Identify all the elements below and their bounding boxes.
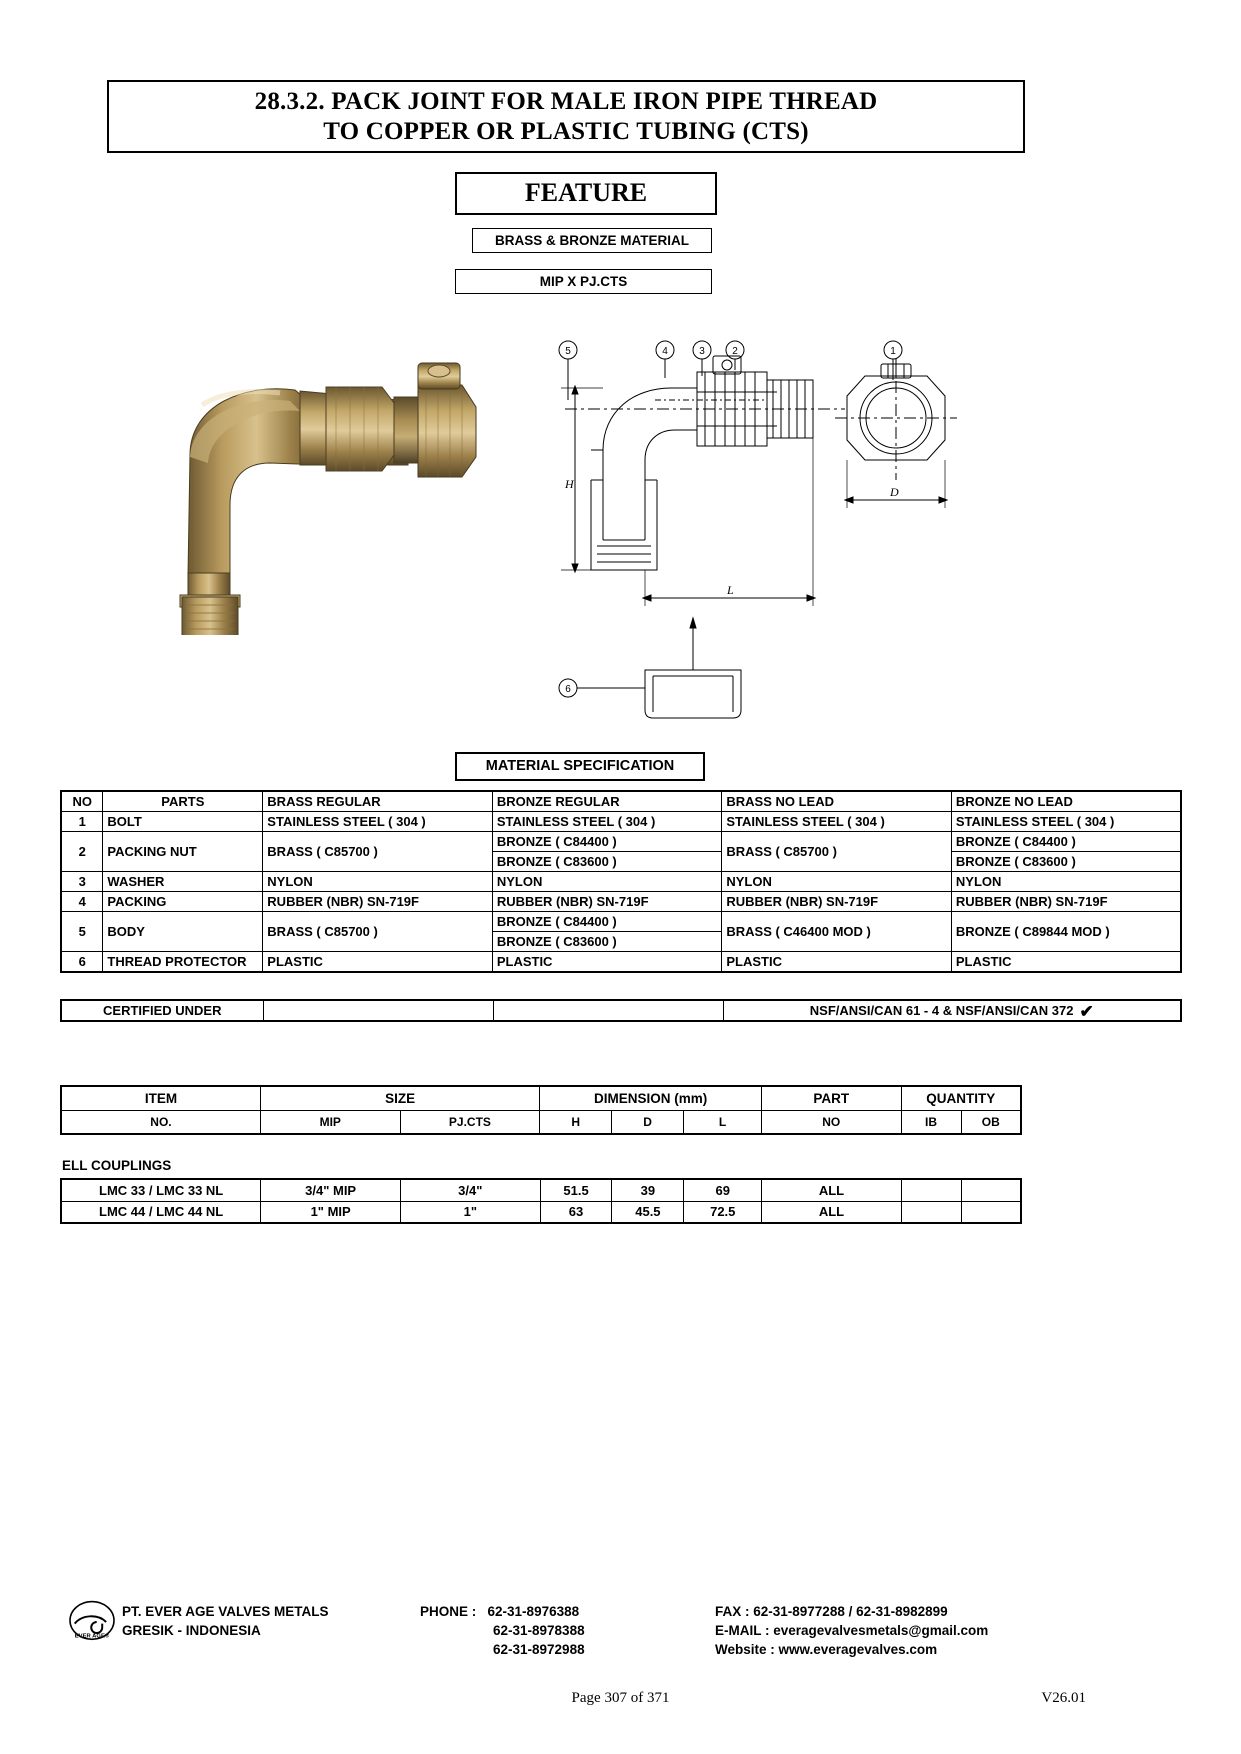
cell-cts: 1" (400, 1201, 540, 1223)
cell-item-no: LMC 44 / LMC 44 NL (61, 1201, 261, 1223)
cell-no: 2 (61, 832, 103, 872)
header-no: NO (61, 791, 103, 812)
cell-bronze-no-lead: BRONZE ( C84400 ) (951, 832, 1181, 852)
header-cts: PJ.CTS (400, 1110, 540, 1134)
header-d: D (612, 1110, 684, 1134)
header-mip: MIP (260, 1110, 400, 1134)
certified-blank-2 (493, 1000, 723, 1021)
cell-brass-no-lead: BRASS ( C46400 MOD ) (722, 912, 952, 952)
technical-drawing-svg (545, 330, 1015, 750)
material-spec-table (60, 790, 1182, 973)
cell-bronze-no-lead: RUBBER (NBR) SN-719F (951, 892, 1181, 912)
cell-bronze-regular: BRONZE ( C84400 ) (492, 912, 722, 932)
page-title (107, 80, 1025, 153)
cell-l: 72.5 (684, 1201, 762, 1223)
ell-couplings-table (60, 1178, 1022, 1224)
product-photo (150, 345, 480, 635)
cell-brass-regular: BRASS ( C85700 ) (263, 832, 493, 872)
header-brass-regular: BRASS REGULAR (263, 791, 493, 812)
svg-text:EVER AGE®: EVER AGE® (74, 1633, 110, 1640)
cell-bronze-no-lead: STAINLESS STEEL ( 304 ) (951, 812, 1181, 832)
table-row (61, 812, 1181, 832)
footer-phone-3: 62-31-8972988 (493, 1642, 585, 1657)
cell-part: BODY (103, 912, 263, 952)
footer-contact-block (715, 1602, 988, 1659)
cell-h: 51.5 (540, 1179, 612, 1201)
header-bronze-no-lead: BRONZE NO LEAD (951, 791, 1181, 812)
cell-no: 6 (61, 952, 103, 973)
cell-d: 45.5 (612, 1201, 684, 1223)
cell-ob (961, 1179, 1021, 1201)
feature-material: BRASS & BRONZE MATERIAL (472, 228, 712, 253)
size-header-table (60, 1085, 1022, 1135)
header-h: H (540, 1110, 612, 1134)
header-quantity: QUANTITY (901, 1086, 1021, 1110)
header-bronze-regular: BRONZE REGULAR (492, 791, 722, 812)
header-parts: PARTS (103, 791, 263, 812)
document-version: V26.01 (1041, 1690, 1086, 1706)
footer-company-name: PT. EVER AGE VALVES METALS (122, 1604, 329, 1619)
footer-company-location: GRESIK - INDONESIA (122, 1623, 261, 1638)
group-label-ell-couplings: ELL COUPLINGS (62, 1158, 172, 1173)
cell-mip: 1" MIP (261, 1201, 401, 1223)
cell-bronze-regular: NYLON (492, 872, 722, 892)
page-title-line1: 28.3.2. PACK JOINT FOR MALE IRON PIPE THREAD (254, 88, 878, 115)
cell-brass-no-lead: STAINLESS STEEL ( 304 ) (722, 812, 952, 832)
cell-bronze-no-lead: PLASTIC (951, 952, 1181, 973)
svg-text:4: 4 (662, 346, 668, 357)
table-row (61, 1201, 1021, 1223)
cell-no: 5 (61, 912, 103, 952)
cell-ib (901, 1201, 961, 1223)
cell-part: PACKING (103, 892, 263, 912)
cell-brass-no-lead: BRASS ( C85700 ) (722, 832, 952, 872)
cell-bronze-regular-alt: BRONZE ( C83600 ) (492, 852, 722, 872)
cell-cts: 3/4" (400, 1179, 540, 1201)
footer-phone-1: 62-31-8976388 (487, 1604, 580, 1619)
footer-website: Website : www.everagevalves.com (715, 1642, 938, 1657)
cell-no: 3 (61, 872, 103, 892)
cell-mip: 3/4" MIP (261, 1179, 401, 1201)
cell-l: 69 (684, 1179, 762, 1201)
header-ob: OB (961, 1110, 1021, 1134)
footer-phone-block (420, 1602, 585, 1659)
cell-d: 39 (612, 1179, 684, 1201)
material-spec-heading: MATERIAL SPECIFICATION (455, 752, 705, 781)
svg-text:H: H (565, 477, 574, 491)
header-size: SIZE (260, 1086, 539, 1110)
cell-brass-regular: NYLON (263, 872, 493, 892)
size-header-row-1 (61, 1086, 1021, 1110)
cell-brass-no-lead: NYLON (722, 872, 952, 892)
certified-under-table (60, 999, 1182, 1022)
footer-phone-label: PHONE : (420, 1604, 477, 1619)
header-part: PART (761, 1086, 901, 1110)
cell-brass-regular: STAINLESS STEEL ( 304 ) (263, 812, 493, 832)
cell-brass-regular: BRASS ( C85700 ) (263, 912, 493, 952)
cell-bronze-no-lead-alt: BRONZE ( C83600 ) (951, 852, 1181, 872)
svg-text:D: D (890, 485, 899, 499)
cell-bronze-regular: PLASTIC (492, 952, 722, 973)
footer-email: E-MAIL : everagevalvesmetals@gmail.com (715, 1623, 989, 1638)
cell-part: THREAD PROTECTOR (103, 952, 263, 973)
cell-no: 1 (61, 812, 103, 832)
svg-text:3: 3 (699, 346, 705, 357)
company-logo-icon (68, 1600, 116, 1644)
header-part-no: NO (761, 1110, 901, 1134)
certified-value: NSF/ANSI/CAN 61 - 4 & NSF/ANSI/CAN 372 (809, 1003, 1074, 1018)
cell-bronze-no-lead: BRONZE ( C89844 MOD ) (951, 912, 1181, 952)
footer-fax: FAX : 62-31-8977288 / 62-31-8982899 (715, 1604, 948, 1619)
header-dimension: DIMENSION (mm) (540, 1086, 762, 1110)
page-number: Page 307 of 371 (571, 1690, 670, 1706)
table-row (61, 832, 1181, 852)
cell-item-no: LMC 33 / LMC 33 NL (61, 1179, 261, 1201)
cell-brass-no-lead: RUBBER (NBR) SN-719F (722, 892, 952, 912)
certified-value-cell (723, 1000, 1181, 1021)
cell-ib (901, 1179, 961, 1201)
cell-part: WASHER (103, 872, 263, 892)
svg-text:1: 1 (890, 346, 896, 357)
table-row (61, 892, 1181, 912)
cell-no: 4 (61, 892, 103, 912)
footer-company (122, 1602, 329, 1640)
cell-bronze-no-lead: NYLON (951, 872, 1181, 892)
footer-phone-2: 62-31-8978388 (493, 1623, 585, 1638)
product-photo-image (150, 345, 480, 635)
table-row (61, 912, 1181, 932)
svg-text:L: L (727, 583, 734, 597)
cell-ob (961, 1201, 1021, 1223)
technical-drawing (545, 330, 1015, 750)
svg-text:5: 5 (565, 346, 571, 357)
footer-phone-line-1 (420, 1602, 585, 1621)
certified-label: CERTIFIED UNDER (61, 1000, 263, 1021)
header-no: NO. (61, 1110, 260, 1134)
cell-brass-regular: PLASTIC (263, 952, 493, 973)
cell-part: PACKING NUT (103, 832, 263, 872)
cell-brass-regular: RUBBER (NBR) SN-719F (263, 892, 493, 912)
cell-h: 63 (540, 1201, 612, 1223)
table-row (61, 1179, 1021, 1201)
certified-row (61, 1000, 1181, 1021)
certified-blank-1 (263, 1000, 493, 1021)
cell-part-no: ALL (762, 1201, 902, 1223)
header-ib: IB (901, 1110, 961, 1134)
header-l: L (684, 1110, 762, 1134)
cell-brass-no-lead: PLASTIC (722, 952, 952, 973)
page-title-line2: TO COPPER OR PLASTIC TUBING (CTS) (323, 118, 809, 145)
cell-bronze-regular: STAINLESS STEEL ( 304 ) (492, 812, 722, 832)
cell-bronze-regular-alt: BRONZE ( C83600 ) (492, 932, 722, 952)
svg-text:6: 6 (565, 684, 571, 695)
cell-bronze-regular: BRONZE ( C84400 ) (492, 832, 722, 852)
check-icon: ✔ (1079, 1002, 1094, 1021)
cell-part-no: ALL (762, 1179, 902, 1201)
svg-text:2: 2 (732, 346, 738, 357)
header-item: ITEM (61, 1086, 260, 1110)
cell-bronze-regular: RUBBER (NBR) SN-719F (492, 892, 722, 912)
size-header-row-2 (61, 1110, 1021, 1134)
table-row (61, 952, 1181, 973)
material-spec-header-row (61, 791, 1181, 812)
table-row (61, 872, 1181, 892)
header-brass-no-lead: BRASS NO LEAD (722, 791, 952, 812)
feature-heading: FEATURE (455, 172, 717, 215)
feature-connection: MIP X PJ.CTS (455, 269, 712, 294)
cell-part: BOLT (103, 812, 263, 832)
